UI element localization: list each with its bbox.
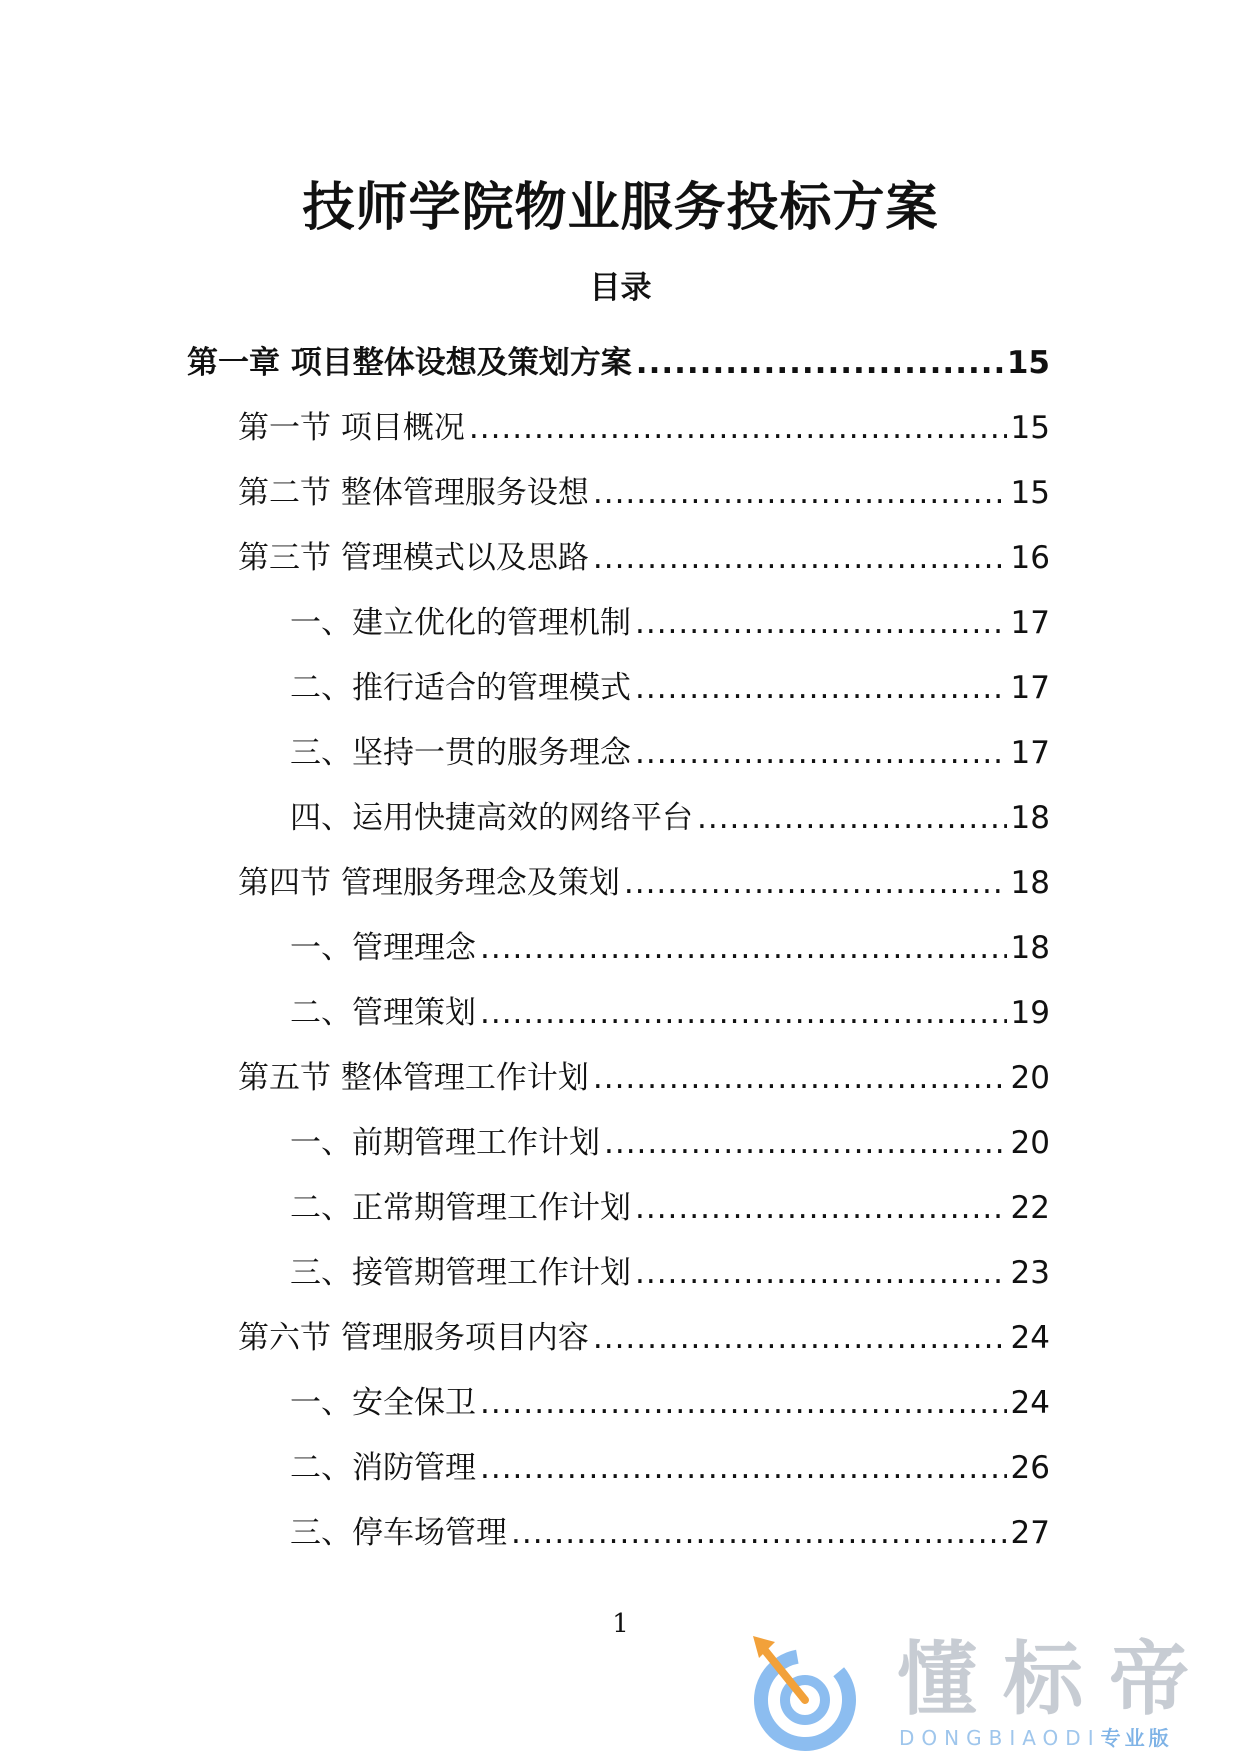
- toc-entry[interactable]: [0, 915, 1050, 980]
- watermark-pinyin-text: DONGBIAODI: [899, 1726, 1101, 1750]
- toc-dot-leader: [697, 798, 1007, 838]
- toc-entry-text: 第五节 整体管理工作计划: [238, 1059, 589, 1096]
- toc-entry-page: 27: [1010, 1514, 1050, 1551]
- toc-entry-text: 第四节 管理服务理念及策划: [238, 864, 620, 901]
- toc-entry-page: 18: [1010, 799, 1050, 836]
- toc-entry[interactable]: [0, 785, 1050, 850]
- toc-dot-leader: [604, 1123, 1007, 1163]
- page-number: 1: [612, 1609, 629, 1639]
- toc-dot-leader: [593, 1058, 1007, 1098]
- toc-entry-text: 二、推行适合的管理模式: [290, 669, 631, 706]
- toc-dot-leader: [480, 1448, 1007, 1488]
- toc-entry[interactable]: [0, 590, 1050, 655]
- toc-entry-page: 20: [1010, 1059, 1050, 1096]
- toc-entry-page: 15: [1010, 474, 1050, 511]
- toc-entry-page: 23: [1010, 1254, 1050, 1291]
- toc-dot-leader: [593, 538, 1007, 578]
- toc-entry-text: 三、停车场管理: [290, 1514, 507, 1551]
- watermark-pinyin: [899, 1726, 1173, 1750]
- toc-entry[interactable]: [0, 1175, 1050, 1240]
- toc-entry-text: 一、建立优化的管理机制: [290, 604, 631, 641]
- toc-entry-text: 第六节 管理服务项目内容: [238, 1319, 589, 1356]
- watermark-edition: 专业版: [1100, 1726, 1173, 1750]
- toc-entry-text: 二、正常期管理工作计划: [290, 1189, 631, 1226]
- toc-entry-text: 二、管理策划: [290, 994, 476, 1031]
- watermark: [745, 1630, 1225, 1750]
- toc-entry-page: 17: [1010, 604, 1050, 641]
- toc-entry-page: 18: [1010, 929, 1050, 966]
- toc-entry[interactable]: [0, 525, 1050, 590]
- toc-entry-page: 24: [1010, 1384, 1050, 1421]
- toc-dot-leader: [593, 473, 1007, 513]
- toc-dot-leader: [469, 408, 1007, 448]
- toc-entry-text: 第一节 项目概况: [238, 409, 465, 446]
- toc-entry[interactable]: [0, 330, 1050, 395]
- toc-entry-page: 26: [1010, 1449, 1050, 1486]
- toc-entry[interactable]: [0, 655, 1050, 720]
- toc-heading: 目录: [589, 270, 652, 306]
- toc-entry-text: 第三节 管理模式以及思路: [238, 539, 589, 576]
- toc-dot-leader: [635, 603, 1007, 643]
- toc-entry[interactable]: [0, 1240, 1050, 1305]
- toc-entry[interactable]: [0, 1305, 1050, 1370]
- toc-entry-text: 四、运用快捷高效的网络平台: [290, 799, 693, 836]
- toc-entry[interactable]: [0, 460, 1050, 525]
- toc-dot-leader: [480, 1383, 1007, 1423]
- toc-entry[interactable]: [0, 720, 1050, 785]
- toc-dot-leader: [636, 343, 1003, 383]
- toc-dot-leader: [480, 928, 1007, 968]
- toc-entry-text: 三、坚持一贯的服务理念: [290, 734, 631, 771]
- toc-entry-page: 20: [1010, 1124, 1050, 1161]
- toc-dot-leader: [635, 733, 1007, 773]
- toc-entry[interactable]: [0, 1110, 1050, 1175]
- toc-entry-text: 第二节 整体管理服务设想: [238, 474, 589, 511]
- toc-entry-page: 17: [1010, 669, 1050, 706]
- toc-entry[interactable]: [0, 395, 1050, 460]
- toc-entry[interactable]: [0, 1370, 1050, 1435]
- toc-dot-leader: [635, 1188, 1007, 1228]
- toc-dot-leader: [635, 668, 1007, 708]
- toc-dot-leader: [624, 863, 1007, 903]
- toc-entry-page: 19: [1010, 994, 1050, 1031]
- toc-entry[interactable]: [0, 850, 1050, 915]
- toc-entry[interactable]: [0, 980, 1050, 1045]
- toc-entry-text: 二、消防管理: [290, 1449, 476, 1486]
- toc-entry-page: 17: [1010, 734, 1050, 771]
- toc-entry-page: 24: [1010, 1319, 1050, 1356]
- toc-entry[interactable]: [0, 1435, 1050, 1500]
- toc-entry-page: 15: [1006, 344, 1050, 381]
- watermark-brand: 懂标帝: [897, 1633, 1215, 1726]
- toc-entry-page: 15: [1010, 409, 1050, 446]
- toc-dot-leader: [593, 1318, 1007, 1358]
- toc-entry[interactable]: [0, 1045, 1050, 1110]
- toc-dot-leader: [511, 1513, 1007, 1553]
- toc-entry-text: 一、安全保卫: [290, 1384, 476, 1421]
- table-of-contents: [0, 330, 1241, 1565]
- toc-entry-text: 一、管理理念: [290, 929, 476, 966]
- toc-dot-leader: [480, 993, 1007, 1033]
- toc-entry-text: 三、接管期管理工作计划: [290, 1254, 631, 1291]
- toc-entry[interactable]: [0, 1500, 1050, 1565]
- toc-entry-text: 一、前期管理工作计划: [290, 1124, 600, 1161]
- toc-entry-page: 18: [1010, 864, 1050, 901]
- target-arrow-icon: [745, 1630, 875, 1754]
- toc-entry-text: 第一章 项目整体设想及策划方案: [187, 344, 632, 381]
- toc-entry-page: 22: [1010, 1189, 1050, 1226]
- toc-entry-page: 16: [1010, 539, 1050, 576]
- document-title: 技师学院物业服务投标方案: [302, 178, 939, 238]
- toc-dot-leader: [635, 1253, 1007, 1293]
